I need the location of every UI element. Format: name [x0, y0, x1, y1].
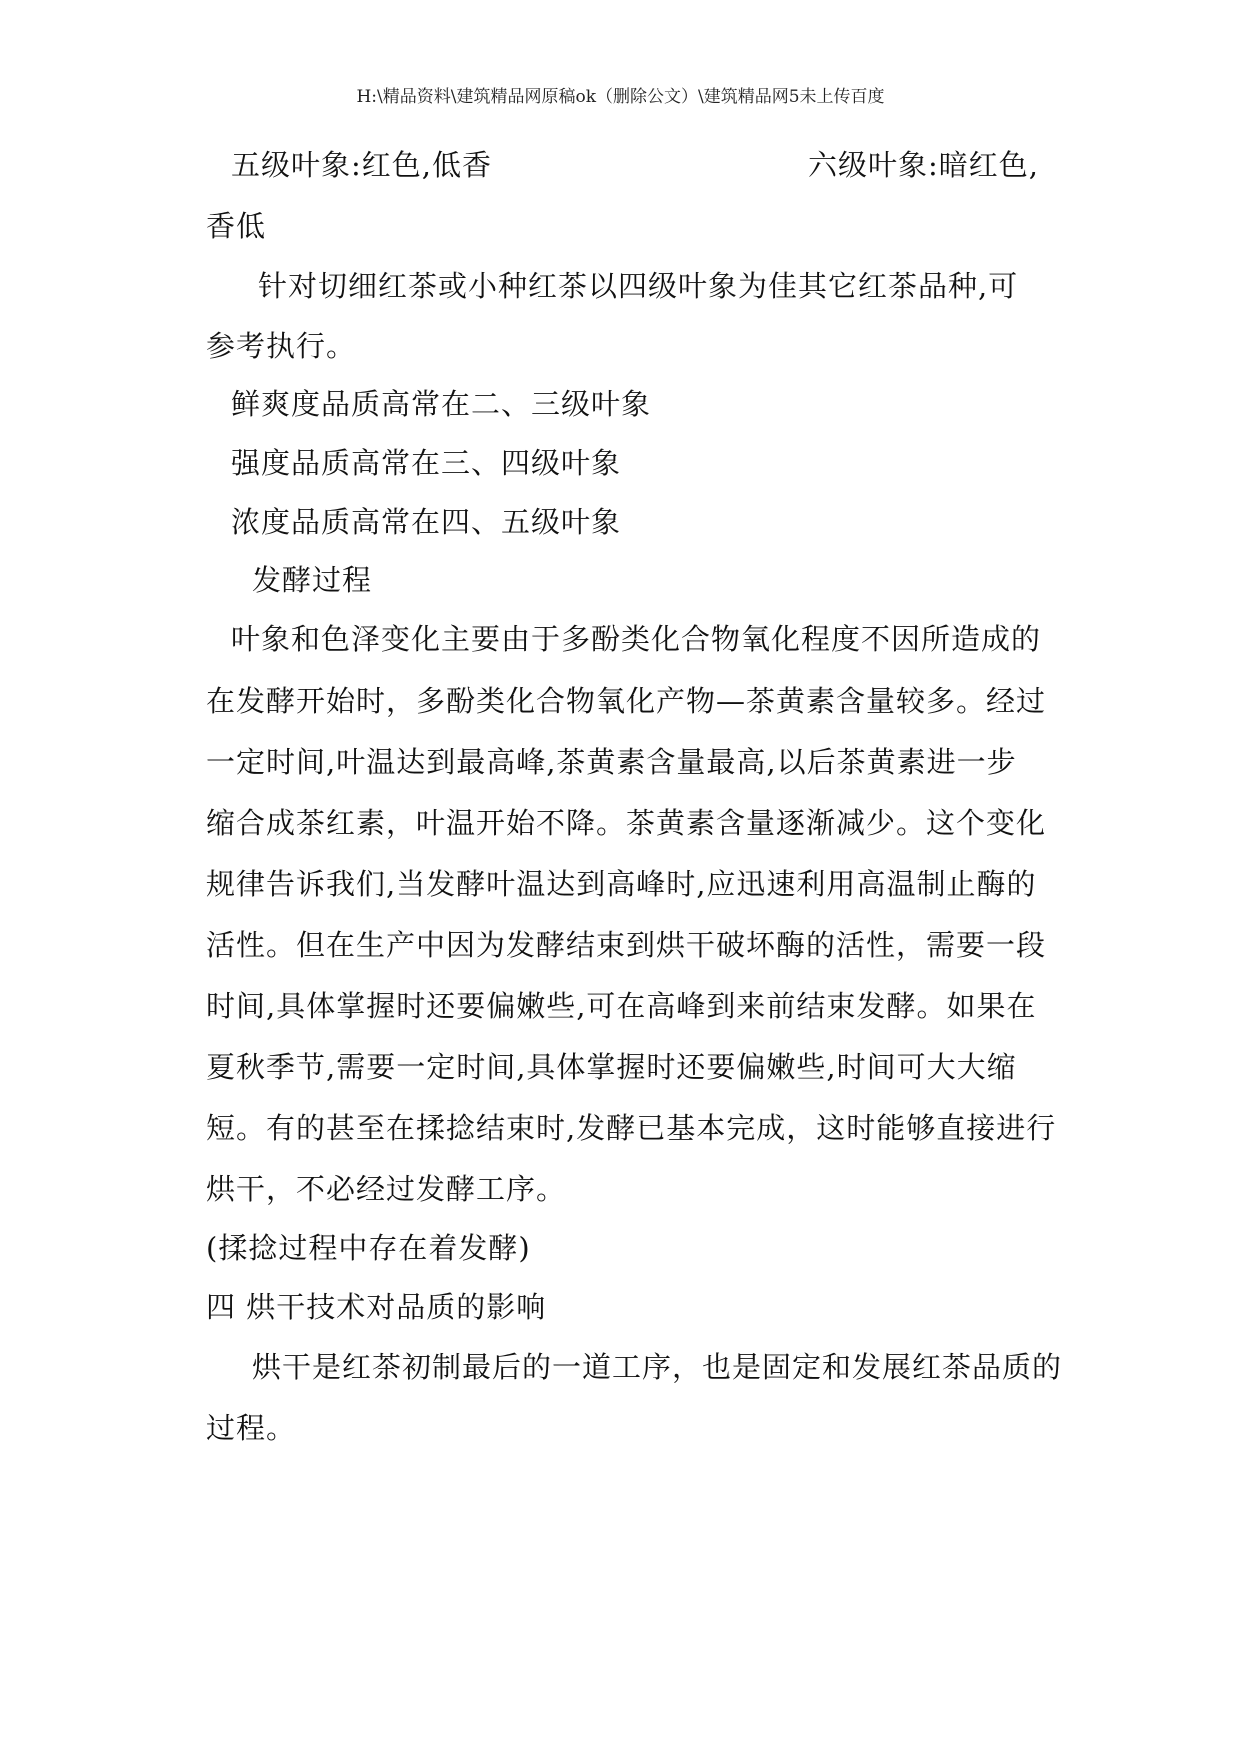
paragraph-line: 针对切细红茶或小种红茶以四级叶象为佳其它红茶品种,可: [258, 269, 1019, 303]
paragraph-line: 一定时间,叶温达到最高峰,茶黄素含量最高,以后茶黄素进一步: [206, 745, 1017, 779]
section-heading: 四 烘干技术对品质的影响: [206, 1290, 547, 1324]
paragraph-line: 夏秋季节,需要一定时间,具体掌握时还要偏嫩些,时间可大大缩: [206, 1050, 1017, 1084]
paragraph-line: 叶象和色泽变化主要由于多酚类化合物氧化程度不因所造成的: [231, 622, 1042, 656]
paragraph-line: (揉捻过程中存在着发酵): [206, 1231, 531, 1265]
paragraph-line: 五级叶象:红色,低香: [231, 148, 492, 182]
paragraph-line: 参考执行。: [206, 329, 357, 363]
paragraph-line: 在发酵开始时，多酚类化合物氧化产物—茶黄素含量较多。经过: [206, 684, 1047, 718]
file-path-header: H:\精品资料\建筑精品网原稿ok（删除公文）\建筑精品网5未上传百度: [356, 87, 885, 107]
paragraph-line: 浓度品质高常在四、五级叶象: [231, 505, 622, 539]
paragraph-line: 过程。: [206, 1411, 297, 1445]
paragraph-line: 鲜爽度品质高常在二、三级叶象: [231, 387, 652, 421]
paragraph-line: 时间,具体掌握时还要偏嫩些,可在高峰到来前结束发酵。如果在: [206, 989, 1037, 1023]
section-heading: 发酵过程: [252, 563, 373, 597]
paragraph-line: 活性。但在生产中因为发酵结束到烘干破坏酶的活性，需要一段: [206, 928, 1047, 962]
paragraph-line: 六级叶象:暗红色,: [808, 148, 1039, 182]
paragraph-line: 缩合成茶红素，叶温开始不降。茶黄素含量逐渐减少。这个变化: [206, 806, 1047, 840]
paragraph-line: 规律告诉我们,当发酵叶温达到高峰时,应迅速利用高温制止酶的: [206, 867, 1037, 901]
paragraph-line: 短。有的甚至在揉捻结束时,发酵已基本完成，这时能够直接进行: [206, 1111, 1057, 1145]
paragraph-line: 香低: [206, 209, 267, 243]
paragraph-line: 烘干是红茶初制最后的一道工序，也是固定和发展红茶品质的: [252, 1350, 1063, 1384]
paragraph-line: 强度品质高常在三、四级叶象: [231, 446, 622, 480]
paragraph-line: 烘干，不必经过发酵工序。: [206, 1172, 567, 1206]
